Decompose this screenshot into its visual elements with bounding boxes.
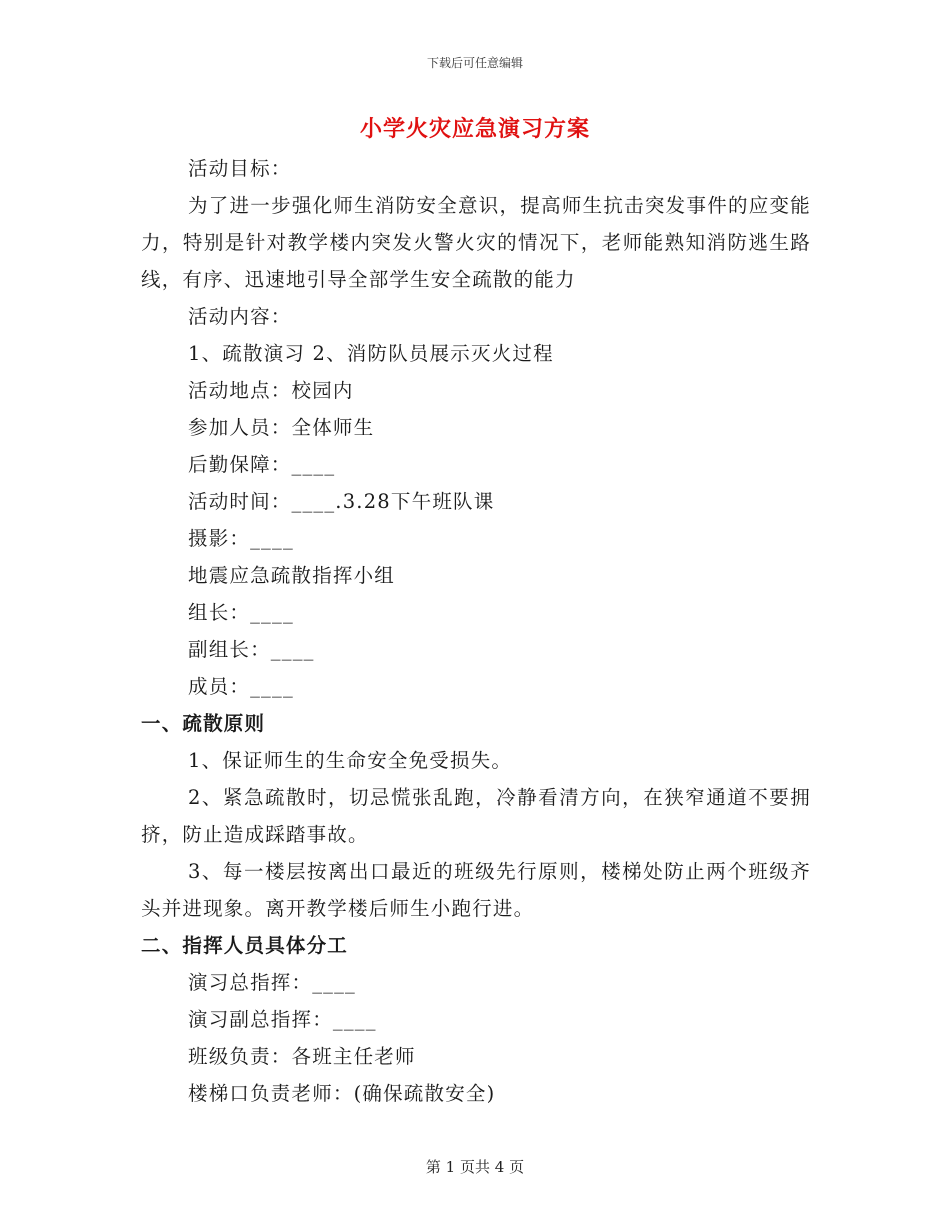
principle-item: 1、保证师生的生命安全免受损失。 [188, 749, 513, 772]
content-text: 1、疏散演习 2、消防队员展示灭火过程 [188, 342, 554, 365]
photo-line: 摄影：____ [188, 527, 294, 550]
role-item: 楼梯口负责老师：(确保疏散安全) [188, 1082, 496, 1105]
document-title: 小学火灾应急演习方案 [359, 116, 590, 142]
location-line: 活动地点：校园内 [188, 379, 354, 402]
page-footer: 第 1 页共 4 页 [425, 1158, 525, 1176]
goal-label: 活动目标： [188, 157, 292, 180]
leader-line: 组长：____ [188, 601, 294, 624]
goal-paragraph: 为了进一步强化师生消防安全意识，提高师生抗击突发事件的应变能力，特别是针对教学楼内突发火警火灾的情况下，老师能熟知消防逃生路线，有序、迅速地引导全部学生安全疏散的能力 [141, 194, 811, 291]
vice-leader-line: 副组长：____ [188, 638, 315, 661]
header-note: 下载后可任意编辑 [426, 56, 523, 70]
role-item: 演习总指挥：____ [188, 971, 357, 994]
members-line: 成员：____ [188, 675, 294, 698]
section-heading-command-roles: 二、指挥人员具体分工 [141, 934, 349, 957]
role-item: 演习副总指挥：____ [188, 1008, 377, 1031]
participants-line: 参加人员：全体师生 [188, 416, 375, 439]
role-item: 班级负责：各班主任老师 [188, 1045, 416, 1068]
principle-item: 2、紧急疏散时，切忌慌张乱跑，冷静看清方向，在狭窄通道不要拥挤，防止造成踩踏事故。 [141, 786, 811, 846]
principle-item: 3、每一楼层按离出口最近的班级先行原则，楼梯处防止两个班级齐头并进现象。离开教学楼后师生小跑行进。 [141, 860, 811, 920]
content-label: 活动内容： [188, 305, 292, 328]
group-title-line: 地震应急疏散指挥小组 [188, 564, 396, 587]
time-line: 活动时间：____.3.28下午班队课 [188, 490, 495, 513]
section-heading-evacuation-principles: 一、疏散原则 [141, 712, 266, 735]
document-body [141, 150, 811, 1112]
logistics-line: 后勤保障：____ [188, 453, 336, 476]
